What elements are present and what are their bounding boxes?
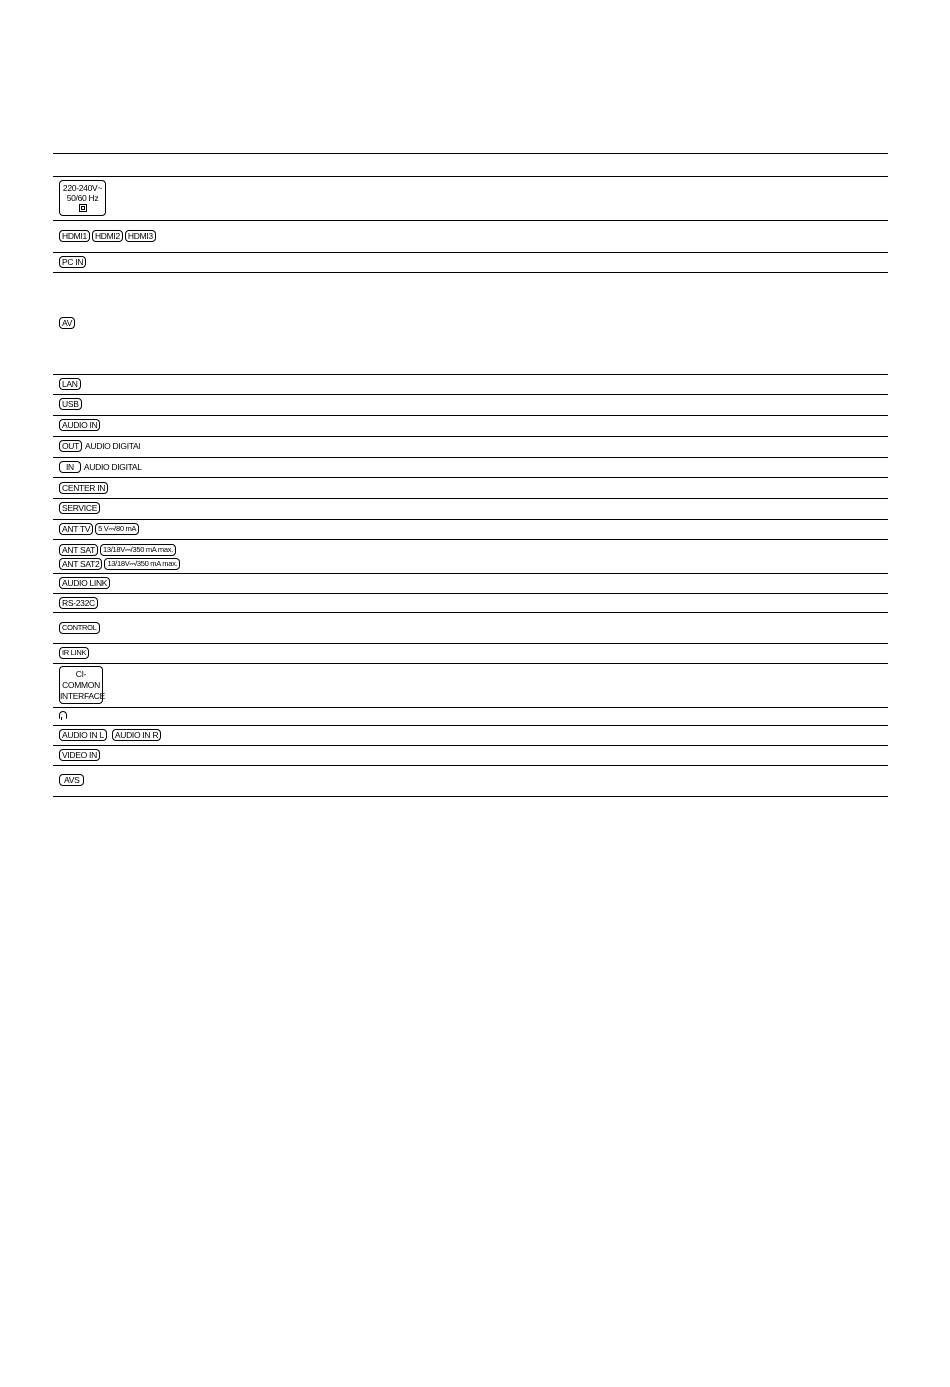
audio-digital-in-label: IN bbox=[59, 461, 81, 473]
row-divider bbox=[53, 457, 888, 458]
row-divider bbox=[53, 612, 888, 613]
service-label: SERVICE bbox=[59, 502, 100, 514]
row-divider bbox=[53, 252, 888, 253]
power-voltage: 220-240V~ bbox=[62, 183, 103, 193]
row-divider bbox=[53, 725, 888, 726]
audio-in-r-label: AUDIO IN R bbox=[112, 729, 161, 741]
table-row-audio-digital-in bbox=[59, 461, 142, 473]
table-row-power bbox=[59, 180, 106, 216]
table-row-service bbox=[59, 502, 102, 514]
table-row-video-in bbox=[59, 749, 102, 761]
video-in-label: VIDEO IN bbox=[59, 749, 100, 761]
row-divider bbox=[53, 374, 888, 375]
table-row-ant-tv bbox=[59, 523, 141, 535]
control-label: CONTROL bbox=[59, 622, 100, 634]
ant-sat-spec: 13/18V⎓/350 mA max. bbox=[100, 544, 176, 556]
lan-label: LAN bbox=[59, 378, 81, 390]
table-row-avs bbox=[59, 774, 86, 786]
usb-label: USB bbox=[59, 398, 82, 410]
row-divider bbox=[53, 272, 888, 273]
table-header-rule bbox=[53, 176, 888, 177]
row-divider bbox=[53, 745, 888, 746]
row-divider bbox=[53, 220, 888, 221]
ant-sat-label: ANT SAT bbox=[59, 544, 98, 556]
row-divider bbox=[53, 593, 888, 594]
table-row-pc-in bbox=[59, 256, 88, 268]
table-row-ir-link bbox=[59, 647, 91, 659]
avs-label: AVS bbox=[59, 774, 84, 786]
row-divider bbox=[53, 765, 888, 766]
common-interface-label bbox=[59, 666, 106, 704]
row-divider bbox=[53, 663, 888, 664]
table-row-control bbox=[59, 622, 102, 634]
hdmi2-label: HDMI2 bbox=[92, 230, 123, 242]
headphones-icon bbox=[59, 711, 67, 719]
table-row-ant-sat2 bbox=[59, 558, 182, 570]
pc-in-label: PC IN bbox=[59, 256, 86, 268]
row-divider bbox=[53, 643, 888, 644]
table-row-ant-sat bbox=[59, 544, 178, 556]
hdmi3-label: HDMI3 bbox=[125, 230, 156, 242]
table-row-usb bbox=[59, 398, 84, 410]
table-row-rs232c bbox=[59, 597, 100, 609]
power-rating-label bbox=[59, 180, 106, 216]
row-divider bbox=[53, 498, 888, 499]
ant-sat2-spec: 13/18V⎓/350 mA max. bbox=[104, 558, 180, 570]
table-row-av bbox=[59, 317, 77, 329]
table-bottom-rule bbox=[53, 796, 888, 797]
ant-tv-label: ANT TV bbox=[59, 523, 93, 535]
ci-line2: COMMON bbox=[62, 680, 100, 690]
row-divider bbox=[53, 436, 888, 437]
table-top-rule bbox=[53, 153, 888, 154]
ant-tv-spec: 5 V⎓/80 mA bbox=[95, 523, 139, 535]
row-divider bbox=[53, 707, 888, 708]
ir-link-label: IR LINK bbox=[59, 647, 89, 659]
hdmi1-label: HDMI1 bbox=[59, 230, 90, 242]
table-row-headphones bbox=[59, 711, 67, 719]
ci-line1: CI- bbox=[75, 669, 87, 679]
table-row-common-interface bbox=[59, 666, 106, 704]
row-divider bbox=[53, 573, 888, 574]
audio-in-label: AUDIO IN bbox=[59, 419, 100, 431]
table-row-center-in bbox=[59, 482, 110, 494]
audio-link-label: AUDIO LINK bbox=[59, 577, 110, 589]
table-row-audio-in bbox=[59, 419, 102, 431]
table-row-hdmi bbox=[59, 230, 158, 242]
row-divider bbox=[53, 539, 888, 540]
audio-digital-in-text: AUDIO DIGITAL bbox=[83, 462, 142, 472]
power-frequency: 50/60 Hz bbox=[66, 193, 99, 203]
ant-sat2-label: ANT SAT2 bbox=[59, 558, 102, 570]
row-divider bbox=[53, 519, 888, 520]
rs232c-label: RS-232C bbox=[59, 597, 98, 609]
audio-digital-out-text: AUDIO DIGITAl bbox=[85, 441, 141, 451]
audio-digital-out-label: OUT bbox=[59, 440, 82, 452]
row-divider bbox=[53, 477, 888, 478]
table-row-audio-in-lr bbox=[59, 729, 163, 741]
center-in-label: CENTER IN bbox=[59, 482, 108, 494]
ci-line3: INTERFACE bbox=[60, 691, 106, 701]
table-row-lan bbox=[59, 378, 83, 390]
row-divider bbox=[53, 394, 888, 395]
av-label: AV bbox=[59, 317, 75, 329]
table-row-audio-link bbox=[59, 577, 112, 589]
row-divider bbox=[53, 415, 888, 416]
table-row-audio-digital-out bbox=[59, 440, 140, 452]
audio-in-l-label: AUDIO IN L bbox=[59, 729, 107, 741]
double-insulation-icon bbox=[79, 204, 87, 212]
